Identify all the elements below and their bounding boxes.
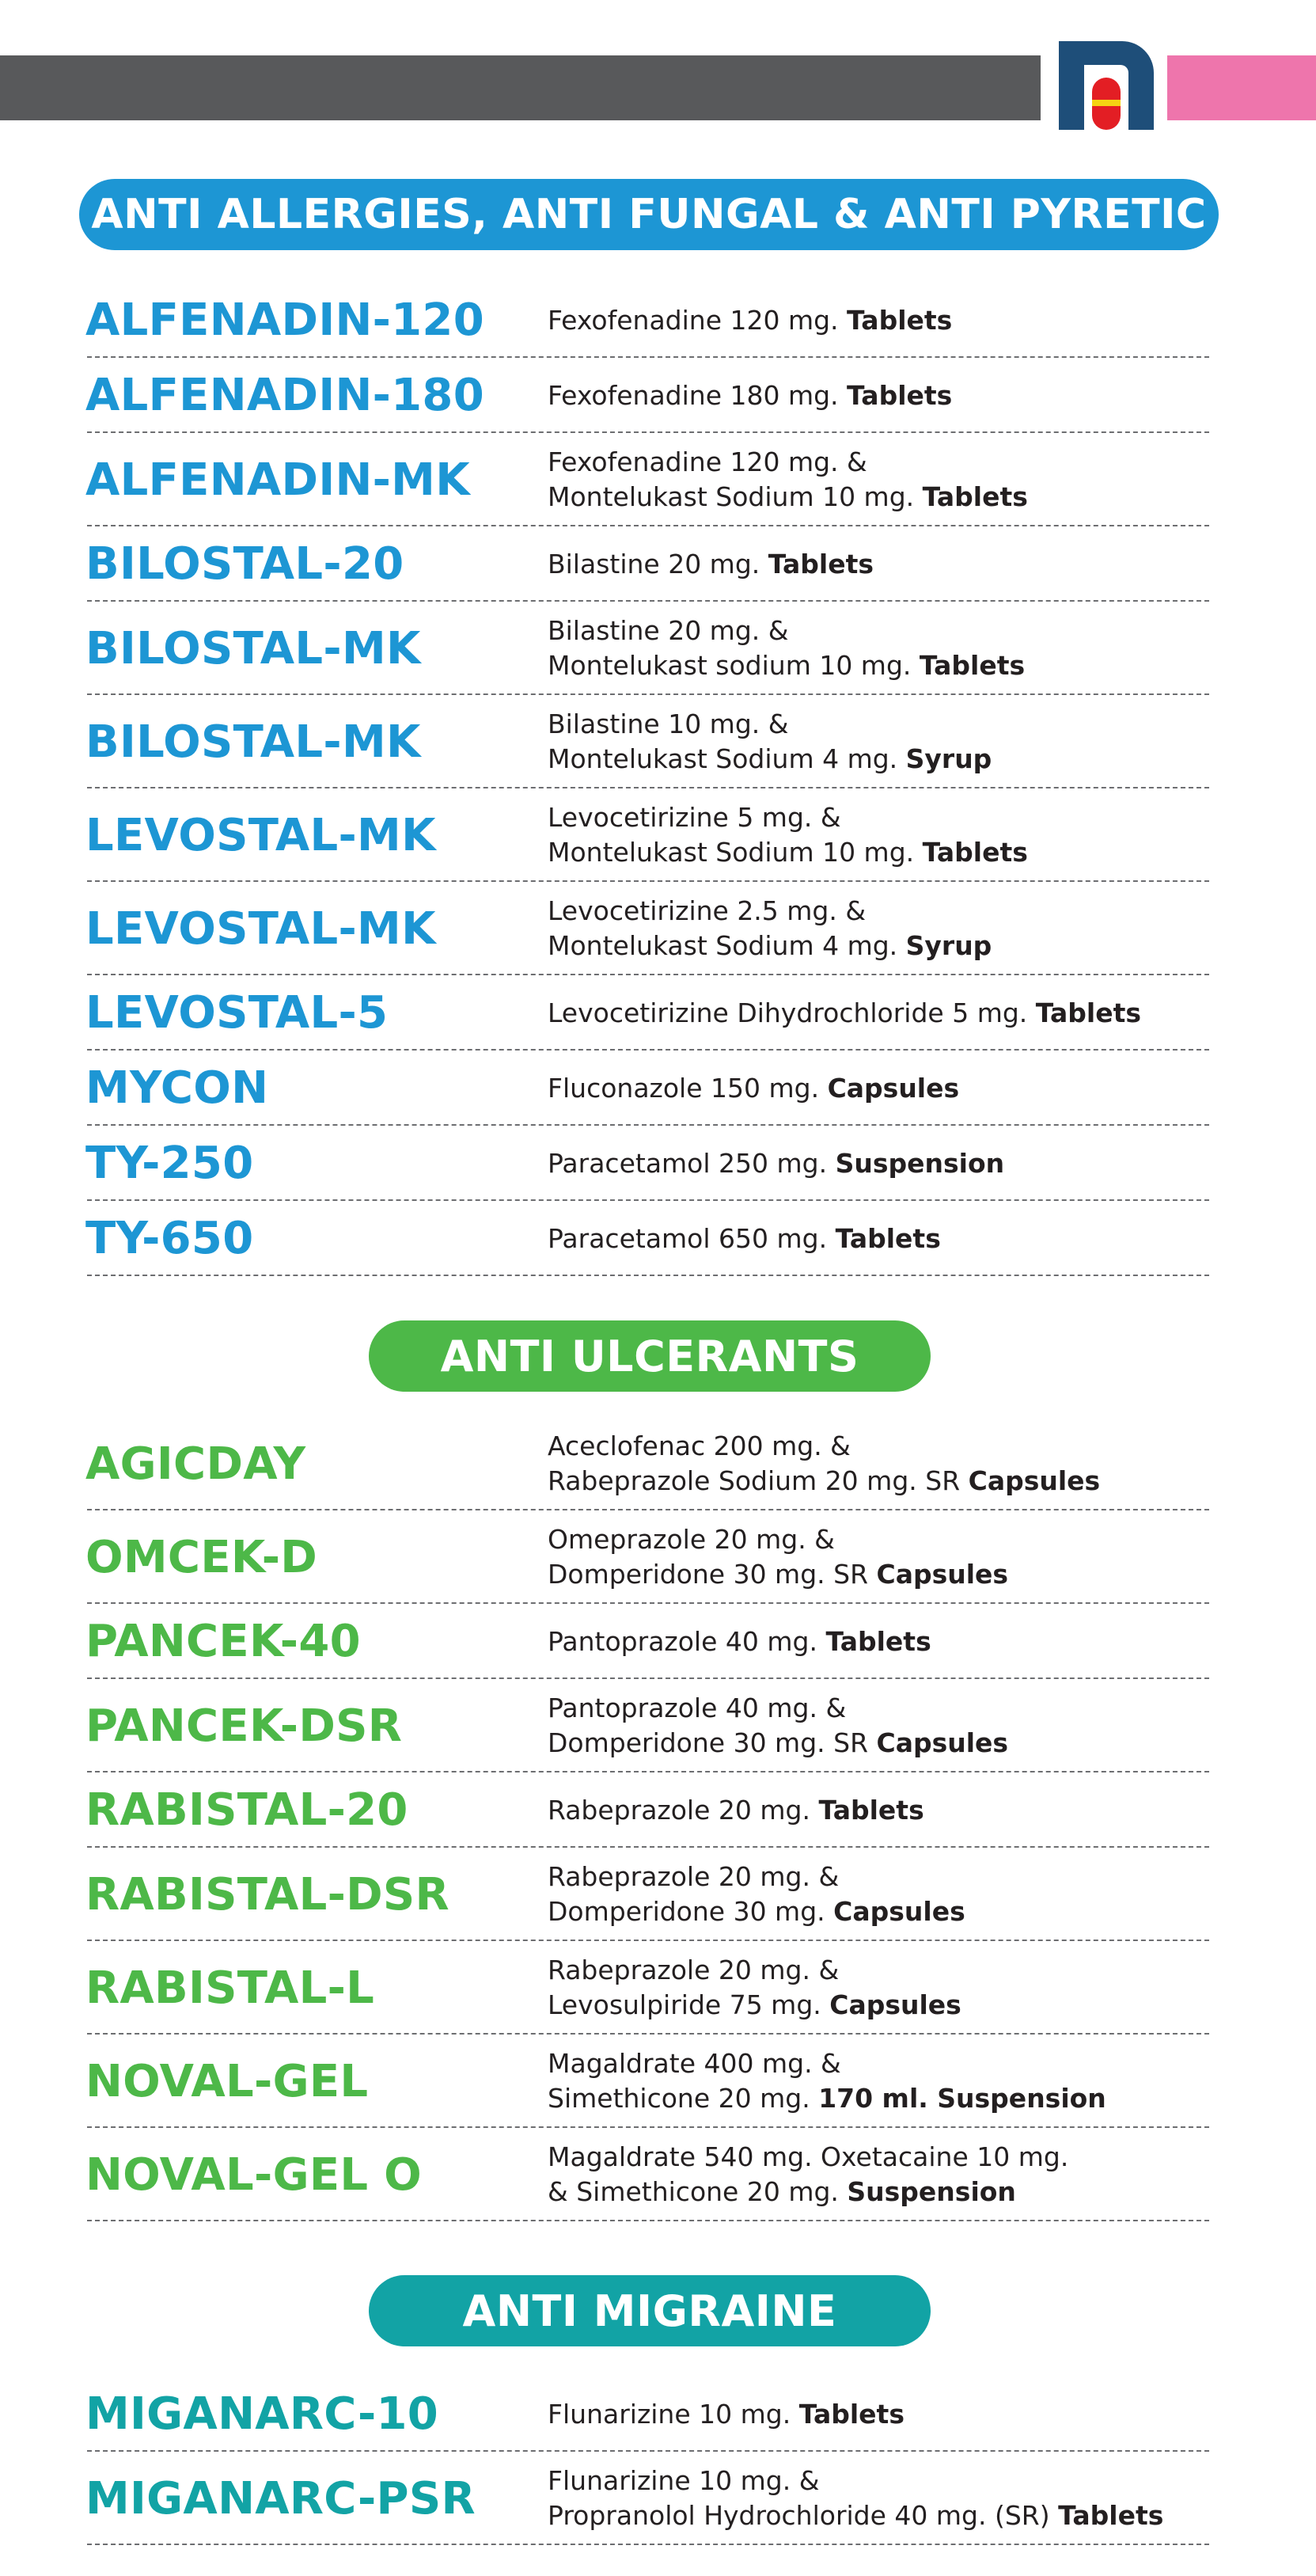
composition-text: Flunarizine 10 mg. [548, 2398, 799, 2430]
composition-text: Rabeprazole 20 mg. [548, 1794, 819, 1826]
dosage-form: Tablets [847, 304, 953, 336]
composition-line [548, 742, 1228, 777]
product-name: LEVOSTAL-5 [85, 987, 389, 1039]
product-composition [548, 1222, 1228, 1256]
product-composition [548, 614, 1228, 683]
product-row [0, 1679, 1316, 1772]
product-composition [548, 996, 1228, 1031]
dosage-form: Tablets [798, 2398, 905, 2430]
product-row [0, 2035, 1316, 2128]
product-composition [548, 707, 1228, 777]
product-row [0, 1417, 1316, 1510]
composition-text: Rabeprazole Sodium 20 mg. SR [548, 1465, 969, 1496]
capsule-n-logo [1059, 41, 1154, 130]
product-name: ALFENADIN-120 [85, 294, 484, 346]
composition-line [548, 2175, 1228, 2209]
product-composition [548, 2140, 1228, 2209]
composition-line [548, 2397, 1228, 2432]
composition-line [548, 996, 1228, 1031]
composition-line [548, 1894, 1228, 1929]
composition-text: Levocetirizine Dihydrochloride 5 mg. [548, 997, 1036, 1028]
product-name: LEVOSTAL-MK [85, 809, 436, 861]
product-composition [548, 1429, 1228, 1499]
dosage-form: Tablets [768, 548, 874, 579]
product-name: OMCEK-D [85, 1531, 318, 1583]
product-composition [548, 1793, 1228, 1828]
product-composition [548, 1860, 1228, 1929]
product-composition [548, 1071, 1228, 1106]
dosage-form: Syrup [905, 743, 992, 774]
dosage-form: Syrup [905, 930, 992, 961]
product-name: LEVOSTAL-MK [85, 902, 436, 955]
composition-line [548, 303, 1228, 338]
composition-line [548, 1793, 1228, 1828]
product-row [0, 1604, 1316, 1679]
product-name: RABISTAL-20 [85, 1784, 408, 1836]
composition-line [548, 648, 1228, 683]
product-row [0, 788, 1316, 882]
product-composition [548, 894, 1228, 963]
product-composition [548, 1146, 1228, 1181]
product-composition [548, 547, 1228, 582]
product-name: NOVAL-GEL O [85, 2149, 423, 2201]
composition-line [548, 1464, 1228, 1499]
product-name: BILOSTAL-MK [85, 622, 421, 674]
composition-line [548, 1624, 1228, 1659]
product-name: RABISTAL-L [85, 1962, 375, 2014]
composition-text: Domperidone 30 mg. [548, 1896, 834, 1927]
composition-line [548, 894, 1228, 929]
dosage-form: 170 ml. Suspension [818, 2083, 1106, 2114]
composition-text: Pantoprazole 40 mg. [548, 1625, 826, 1657]
composition-line [548, 1071, 1228, 1106]
product-name: BILOSTAL-20 [85, 538, 404, 590]
product-row [0, 1510, 1316, 1604]
product-name: MIGANARC-10 [85, 2388, 439, 2440]
dosage-form: Capsules [876, 1727, 1009, 1758]
product-row [0, 1848, 1316, 1941]
product-row [0, 975, 1316, 1051]
composition-text: Bilastine 10 mg. & [548, 709, 789, 739]
dosage-form: Capsules [968, 1465, 1101, 1496]
composition-line [548, 1691, 1228, 1726]
dosage-form: Suspension [847, 2176, 1016, 2207]
product-row [0, 2377, 1316, 2452]
composition-text: Fexofenadine 120 mg. [548, 304, 848, 336]
product-name: TY-650 [85, 1213, 254, 1264]
product-name: MYCON [85, 1062, 269, 1114]
composition-line [548, 1222, 1228, 1256]
product-row [0, 882, 1316, 975]
composition-text: Montelukast Sodium 4 mg. [548, 930, 906, 961]
composition-line [548, 1726, 1228, 1761]
dosage-form: Capsules [876, 1559, 1009, 1590]
product-row [0, 1201, 1316, 1276]
product-row [0, 1772, 1316, 1848]
composition-text: Bilastine 20 mg. & [548, 615, 789, 646]
composition-line [548, 480, 1228, 515]
dosage-form: Tablets [835, 1222, 941, 1254]
composition-text: Aceclofenac 200 mg. & [548, 1430, 851, 1461]
composition-text: Paracetamol 650 mg. [548, 1222, 836, 1254]
composition-text: Levocetirizine 5 mg. & [548, 802, 841, 833]
product-composition [548, 378, 1228, 413]
product-name: PANCEK-DSR [85, 1700, 403, 1752]
section-title-allergies: ANTI ALLERGIES, ANTI FUNGAL & ANTI PYRETIC [79, 179, 1219, 250]
composition-line [548, 2046, 1228, 2081]
product-name: RABISTAL-DSR [85, 1868, 449, 1921]
composition-text: Omeprazole 20 mg. & [548, 1524, 835, 1555]
product-row [0, 2452, 1316, 2545]
product-row [0, 433, 1316, 526]
dosage-form: Tablets [847, 379, 953, 411]
header-bar [0, 55, 1041, 120]
composition-line [548, 2464, 1228, 2498]
dosage-form: Tablets [922, 481, 1028, 512]
composition-text: Fexofenadine 180 mg. [548, 379, 848, 411]
composition-text: Rabeprazole 20 mg. & [548, 1955, 840, 1985]
section-title-migraine: ANTI MIGRAINE [369, 2275, 931, 2346]
composition-line [548, 614, 1228, 648]
dosage-form: Tablets [1058, 2500, 1164, 2531]
product-composition [548, 1522, 1228, 1592]
composition-text: Simethicone 20 mg. [548, 2083, 819, 2114]
header-accent-bar [1167, 55, 1316, 120]
product-composition [548, 2046, 1228, 2116]
product-composition [548, 2397, 1228, 2432]
composition-text: Montelukast Sodium 4 mg. [548, 743, 906, 774]
composition-line [548, 1146, 1228, 1181]
product-row [0, 1051, 1316, 1126]
composition-text: Magaldrate 540 mg. Oxetacaine 10 mg. [548, 2141, 1069, 2172]
composition-line [548, 2498, 1228, 2533]
composition-text: Pantoprazole 40 mg. & [548, 1693, 847, 1723]
composition-text: Propranolol Hydrochloride 40 mg. (SR) [548, 2500, 1059, 2531]
composition-text: Domperidone 30 mg. SR [548, 1559, 877, 1590]
product-row [0, 2128, 1316, 2221]
composition-line [548, 1860, 1228, 1894]
dosage-form: Tablets [922, 837, 1028, 868]
composition-text: Paracetamol 250 mg. [548, 1147, 836, 1179]
product-row [0, 358, 1316, 433]
composition-line [548, 2140, 1228, 2175]
composition-text: Bilastine 20 mg. [548, 548, 768, 579]
product-composition [548, 445, 1228, 515]
dosage-form: Capsules [833, 1896, 965, 1927]
composition-text: Domperidone 30 mg. SR [548, 1727, 877, 1758]
product-row [0, 283, 1316, 358]
composition-line [548, 378, 1228, 413]
composition-text: & Simethicone 20 mg. [548, 2176, 848, 2207]
composition-text: Montelukast Sodium 10 mg. [548, 481, 923, 512]
product-name: ALFENADIN-180 [85, 370, 484, 421]
product-row [0, 526, 1316, 602]
product-list-migraine [0, 2377, 1316, 2545]
composition-line [548, 929, 1228, 963]
composition-text: Montelukast sodium 10 mg. [548, 650, 920, 681]
product-composition [548, 2464, 1228, 2533]
composition-text: Flunarizine 10 mg. & [548, 2465, 820, 2496]
product-composition [548, 800, 1228, 870]
composition-line [548, 1953, 1228, 1988]
composition-text: Levocetirizine 2.5 mg. & [548, 895, 867, 926]
product-name: PANCEK-40 [85, 1616, 361, 1667]
composition-line [548, 1557, 1228, 1592]
product-row [0, 1126, 1316, 1201]
composition-line [548, 1429, 1228, 1464]
composition-line [548, 800, 1228, 835]
composition-line [548, 1988, 1228, 2023]
composition-text: Magaldrate 400 mg. & [548, 2048, 841, 2079]
composition-text: Fluconazole 150 mg. [548, 1072, 828, 1104]
composition-text: Rabeprazole 20 mg. & [548, 1861, 840, 1892]
product-name: AGICDAY [85, 1438, 306, 1490]
composition-text: Montelukast Sodium 10 mg. [548, 837, 923, 868]
dosage-form: Suspension [835, 1147, 1005, 1179]
product-composition [548, 1691, 1228, 1761]
product-row [0, 1941, 1316, 2035]
dosage-form: Tablets [1035, 997, 1142, 1028]
product-composition [548, 1624, 1228, 1659]
product-list-allergies [0, 283, 1316, 1276]
dosage-form: Tablets [919, 650, 1026, 681]
composition-line [548, 2081, 1228, 2116]
composition-line [548, 547, 1228, 582]
dosage-form: Tablets [818, 1794, 924, 1826]
dosage-form: Tablets [825, 1625, 931, 1657]
product-list-ulcerants [0, 1417, 1316, 2221]
composition-line [548, 1522, 1228, 1557]
composition-line [548, 445, 1228, 480]
product-name: BILOSTAL-MK [85, 716, 421, 768]
product-composition [548, 1953, 1228, 2023]
composition-text: Fexofenadine 120 mg. & [548, 446, 867, 477]
product-name: MIGANARC-PSR [85, 2472, 476, 2525]
section-title-ulcerants: ANTI ULCERANTS [369, 1320, 931, 1392]
dosage-form: Capsules [829, 1989, 961, 2020]
product-name: NOVAL-GEL [85, 2055, 369, 2107]
composition-line [548, 707, 1228, 742]
composition-line [548, 835, 1228, 870]
composition-text: Levosulpiride 75 mg. [548, 1989, 830, 2020]
dosage-form: Capsules [827, 1072, 960, 1104]
product-name: ALFENADIN-MK [85, 454, 470, 506]
product-name: TY-250 [85, 1138, 254, 1189]
product-row [0, 695, 1316, 788]
product-composition [548, 303, 1228, 338]
product-row [0, 602, 1316, 695]
